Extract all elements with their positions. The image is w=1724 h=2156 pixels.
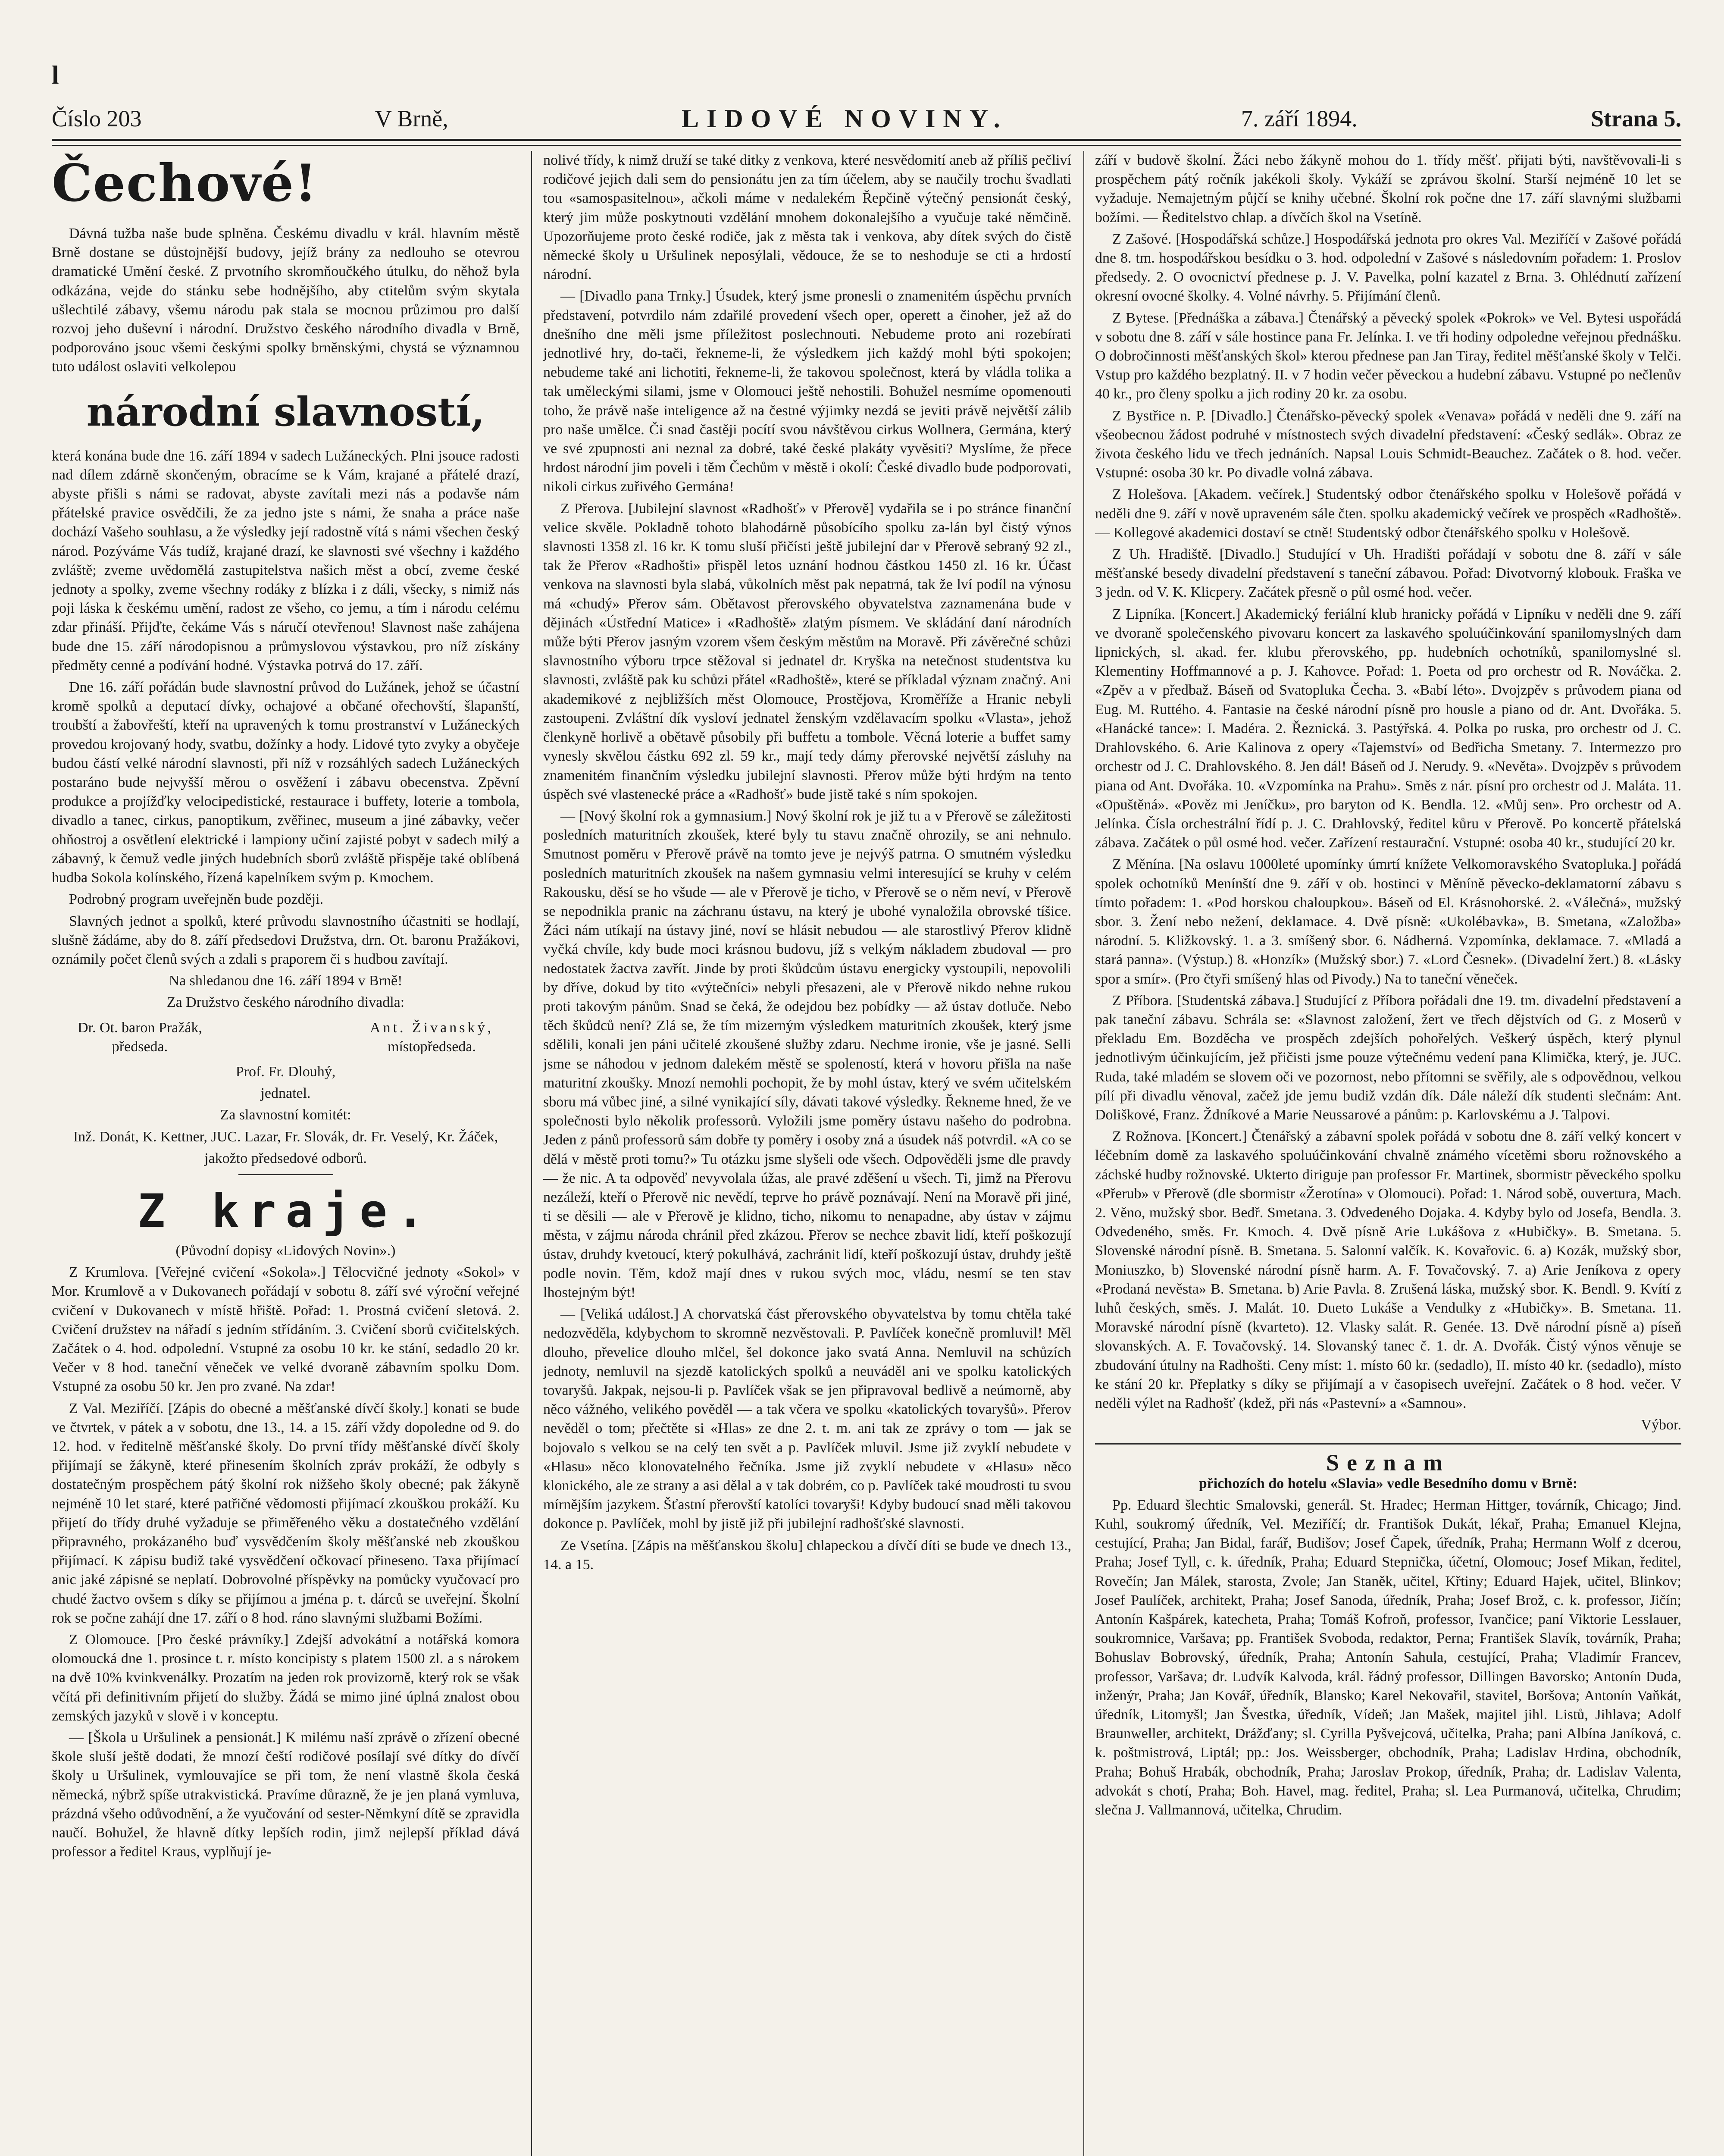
page-mark: l bbox=[52, 61, 59, 89]
committee-note: jakožto předsedové odborů. bbox=[204, 1150, 367, 1166]
signer bbox=[78, 1018, 202, 1056]
news-item: Z Rožnova. [Koncert.] Čtenářský a zábavní spolek pořádá v sobotu dne 8. září velký koncert v léčebním domě za laskavého spoluúčinkování chvalně známého vícetěmi sboru rožnovského a záchské hudby rožnovské. Ukterto diriguje pan professor Fr. Martinek, sbormistr pěveckého spolku «Přerub» v Přerově (dle sbormistr «Žerotína» v Olomouci). Pořad: 1. Národ sobě, ouvertura, Mach. 2. Věno, mužský sbor. Bedř. Smetana. 3. Odvedeného Dojaka. 4. Kdyby bylo od Josefa, Bendla. 3. Odvedeného, směs. Fr. Kmoch. 4. Dvě písně Arie Lukášova z «Hubičky». B. Smetana. 5. Slovenské národní písně. B. Smetana. 5. Salonní valčík. K. Kovařovic. 6. a) Kozák, mužský sbor, Moniuszko, b) Slovenské národní písně harm. A. F. Tovačovský. 7. a) Arie Jeníkova z opery «Prodaná nevěsta» B. Smetana. b) Arie Pavla. 8. Zrušená láska, mužský sbor. K. Bendl. 9. Kvítí z luhů českých, směs. J. Malát. 10. Dueto Lukáše a Vendulky z «Hubičky». B. Smetana. 11. Moravské národní písně (kvarteto). 12. Vlasky salát. R. Genée. 13. Dvě národní písně a) píseň slovanských. A. F. Tovačovský. 14. Slovanský tanec č. 1. dr. A. Dvořák. Čistý výnos věnuje se zbudování útulny na Radhošti. Ceny míst: 1. místo 60 kr. (sedadlo), II. místo 40 kr. (sedadlo), místo ke stání 20 kr. Přeplatky s díky se přijímají a v časopisech uveřejní. Začátek o 8 hod. večer. V neděli výlet na Radhošť (kdež, při nás «Pastevní» a «Samnou». bbox=[1095, 1128, 1681, 1411]
news-item: Z Zašové. [Hospodářská schůze.] Hospodářská jednota pro okres Val. Meziříčí v Zašové pořádá dne 8. tm. hospodářskou besídku o 3. hod. odpolední v Zašové s následovním pořadem: 1. Proslov předsedy. 2. O ovocnictví přednese p. J. V. Pavelka, polní kazatel z Brna. 3. Ohlédnutí zařízení okresní ovocné školky. 4. Volné návrhy. 5. Přijímání členů. bbox=[1095, 231, 1681, 304]
issue-number: Číslo 203 bbox=[52, 106, 142, 132]
signer bbox=[370, 1018, 494, 1056]
guest-list-subtitle: přichozích do hotelu «Slavia» vedle Besedního domu v Brně: bbox=[1198, 1475, 1578, 1492]
news-item: — [Veliká událost.] A chorvatská část přerovského obyvatelstva by tomu chtěla také nedozvěděla, kdybychom to skromně nezvěstovali. P. Pavlíček konečně promluvil! Měl dlouho, převelice dlouho mlčel, šel dokonce jako svatá Anna. Nemluvil na schůzích jednoty, nemluvil na sjezdě katolických spolků a neuváděl ani ve spolku katolických tovaryšů. Jakpak, nejsou-li p. Pavlíček však se jen připravoval bedlivě a neúmorně, aby něco vážného, velikého pověděl — a tak včera ve spolku «katolických tovaryšů». Přerov nevěděl o tom; přečtěte si «Hlas» ze dne 2. t. m. ani tak ze zprávy o tom — jak se bojovalo s velkou se na celý ten svět a p. Pavlíček mluvil. Jsme již zvyklí nebudete v «Hlasu» něco klonovatelného řečníka. Jsme již zvyklí nebudete v «Hlasu» něco klonického, ale ze strany a asi dělal a v tak dobrém, co p. Pavlíček také moudrosti tu svou mírnějším jazykem. Šťastní přerovští katolíci tovaryši! Kdyby budoucí snad měli takovou dokonce p. Pavlíček, mohl by jistě již při jubilejní radhošťské slavnosti. bbox=[543, 1306, 1071, 1532]
column-2 bbox=[543, 151, 1071, 2156]
news-item: Z Val. Meziříčí. [Zápis do obecné a měšťanské dívčí školy.] konati se bude ve čtvrtek, v pátek a v sobotu, dne 13., 14. a 15. září vždy dopoledne od 9. do 12. hod. v ředitelně měšťanské školy. Do první třídy měšťanské dívčí školy přijímají se žákyně, které přinesením školních zpráv prokáží, že odbyly s dostatečným prospěchem pátý školní rok nižšeho školy obecné; pak žákyně nejméně 10 let staré, které patřičné vědomosti přijímací zkouškou prokáží. Ku přijetí do třídy druhé vyžaduje se přiměřeného věku a dostatečného vzdělání připravného, prokázaného buď vysvědčením školy měšťanské neb zkouškou přijímací. K zápisu budiž také vysvědčení očkovací přineseno. Taxa přijímací anic jaké zápisné se neplatí. Dobrovolné příspěvky na pomůcky vyučovací pro chudé žactvo ovšem s díky se přijímou a jména p. t. dárců se uveřejní. Školní rok se počne zahájí dne 17. září o 8 hod. ráno slavnými službami Božími. bbox=[52, 1400, 519, 1626]
newspaper-title: LIDOVÉ NOVINY. bbox=[682, 104, 1008, 133]
signer-role: místopředseda. bbox=[388, 1038, 476, 1055]
page-number: Strana 5. bbox=[1590, 106, 1681, 132]
guest-list-title: Seznam bbox=[1326, 1450, 1450, 1476]
place: V Brně, bbox=[375, 106, 448, 132]
section-rule bbox=[238, 1174, 333, 1175]
news-item: Z Bystřice n. P. [Divadlo.] Čtenářsko-pěvecký spolek «Venava» pořádá v neděli dne 9. září na všeobecnou žádost podruhé v místnostech svých divadelní představení: «Český sedlák». Obraz ze života českého lidu ve třech jednáních. Napsal Louis Schmidt-Beauchez. Začátek o 8. hod. večer. Vstupné: osoba 30 kr. Po divadle volná zábava. bbox=[1095, 407, 1681, 481]
news-item: Z Krumlova. [Veřejné cvičení «Sokola».] Tělocvičné jednoty «Sokol» v Mor. Krumlově a v Dukovanech pořádají v sobotu 8. září své výroční veřejné cvičení v Dukovanech v místě hřiště. Pořad: 1. Prostná cvičení sletová. 2. Cvičení družstev na nářadí s jedním střídáním. 3. Cvičení sborů cvičitelských. Začátek o 4. hod. odpolední. Vstupné za osobu 10 kr. ke stání, sedadlo 20 kr. Večer v 8 hod. taneční věneček ve velké dvoraně zábavním spolku Dom. Vstupné za osobu 50 kr. Jen pro zvané. Na zdar! bbox=[52, 1264, 519, 1395]
news-item: Z Olomouce. [Pro české právníky.] Zdejší advokátní a notářská komora olomoucká dne 1. prosince t. r. místo koncipisty s platem 1500 zl. a s nárokem na dvě 10% kvinkvenálky. Prozatím na jeden rok provizorně, který rok se však včítá při definitivním přijetí do služby. Žádá se mimo jiné úplná znalost obou zemských jazyků v slově i v konceptu. bbox=[52, 1632, 519, 1724]
news-item: Z Bytese. [Přednáška a zábava.] Čtenářský a pěvecký spolek «Pokrok» ve Vel. Bytesi uspořádá v sobotu dne 8. září v sále hostince pana Fr. Jelínka. I. ve tři hodiny odpoledne veřejnou přednášku. O dobročinnosti měšťanských škol» kterou přednese pan Jan Tiray, ředitel měšťanské školy v Telči. Vstup pro každého bezplatný. II. v 7 hodin večer pěveckou a hudební zábavu. Vstupné po nečlenův 40 kr., pro členy spolku a jich rodiny 20 kr. za osobu. bbox=[1095, 310, 1681, 402]
news-item: — [Škola u Uršulinek a pensionát.] K milému naší zprávě o zřízení obecné škole sluší ještě dodati, že mnozí čeští rodičové posílají své dítky do dívčí školy u Uršulinek, vymlouvajíce se při tom, že není vlastně škola česká německá, nýbrž spíše utrakvistická. Pravíme důrazně, že je jen planá vymluva, prázdná všeho odůvodnění, a že vyučování od sester-Němkyní dítě se zpravidla naučí. Bohužel, že hlavně dítky lepších rodin, jimž nejlepší příklad dává professor a ředitel Kraus, vyplňují je- bbox=[52, 1730, 519, 1860]
news-item: Z Lipníka. [Koncert.] Akademický feriální klub hranicky pořádá v Lipníku v neděli dne 9. září ve dvoraně společenského pivovaru koncert za laskavého spoluúčinkování spanilomyslných dam lipnických, sl. akad. fer. klubu přerovského, pp. hudebních ochotníků, spanilomyslné sl. Klementiny Hoffmannové a p. J. Kahovce. Pořad: 1. Poeta od pro orchestr od R. Nováčka. 2. «Zpěv a v předbaž. Báseň od Svatopluka Čecha. 3. «Babí léto». Dvojzpěv s průvodem piana od Eug. M. Ruttého. 4. Fantasie na české národní písně pro housle a piano od dr. Ant. Dvořáka. 5. «Hanácké tance»: I. Madéra. 2. Řeznická. 3. Pastýřská. 4. Polka po ruska, pro orchestr od J. C. Drahlovského. 6. Arie Kalinova z opery «Tajemství» od Bedřicha Smetany. 7. Intermezzo pro orchestr od J. C. Drahlovského. 8. Jen dál! Báseň od J. Nerudy. 9. «Nevěta». Dvojzpěv s průvodem piana od Ant. Dvořáka. 10. «Vzpomínka na Prahu». Směs z nár. písní pro orchestr od J. Maláta. 11. «Opuštěná». «Pověz mi Jeníčku», pro baryton od K. Bendla. 12. «Můj sen». Pro orchestr od A. Jelínka. Čísla orchestrální řídí p. J. C. Drahlovský, ředitel kůru v Přerově. Po koncertě přátelská zábava. Začátek o půl osmé hod. večer. Zařízení restaurační. Vstupné: osoba 40 kr., studující 20 kr. bbox=[1095, 606, 1681, 851]
farewell: Na shledanou dne 16. září 1894 v Brně! bbox=[169, 973, 403, 989]
masthead bbox=[52, 101, 1681, 136]
signer-name: Dr. Ot. baron Pražák, bbox=[78, 1019, 202, 1036]
committee-title: Za slavnostní komitét: bbox=[220, 1107, 351, 1123]
signers bbox=[52, 1018, 519, 1056]
guest-list: Pp. Eduard šlechtic Smalovski, generál. St. Hradec; Herman Hittger, továrník, Chicago; Jind. Kuhl, soukromý úředník, Vel. Meziříčí; dr. Františok Dukát, lékař, Praha; Emanuel Klejna, cestující, Praha; Jan Bidal, farář, Budišov; Josef Čapek, úředník, Praha; Hermann Wolf z dcerou, Praha; Josef Tyll, c. k. úředník, Praha; Eduard Stepnička, účetní, Olomouc; Josef Mikan, ředitel, Rovečín; Jan Málek, starosta, Zvole; Jan Staněk, učitel, Křtiny; Eduard Hajek, učitel, Blinkov; Josef Paulíček, architekt, Praha; Josef Sanoda, úředník, Praha; Josef Brož, c. k. professor, Jičín; Antonín Kašpárek, katecheta, Praha; Tomáš Kofroň, professor, Ivančice; paní Viktorie Lesslauer, soukromnice, Varšava; pp. František Svoboda, redaktor, Perna; František Slavík, továrník, Praha; Bohuslav Bobrovský, úředník, Praha; Antonín Sahula, cestující, Praha; Vladimír Francev, professor, Varšava; dr. Ludvík Kalvoda, král. řádný professor, Dillingen Bavorsko; Antonín Duda, inženýr, Praha; Jan Kovář, úředník, Blansko; Karel Nekovařil, stavitel, Boršova; Antonín Vaňkát, úředník, Litomyšl; Jan Švestka, úředník, Vídeň; Jan Mašek, majitel jihl. Listů, Jihlava; Adolf Braunweller, architekt, Drážďany; sl. Cyrilla Pyšvejcová, učitelka, Praha; pani Albína Janíková, c. k. poštmistrová, Liptál; pp.: Jos. Weissberger, obchodník, Praha; Ladislav Hrdina, obchodník, Praha; Bohuš Hrabák, obchodník, Praha; Jaroslav Prokop, úředník, Praha; dr. Ladislav Valenta, advokát s chotí, Praha; Boh. Havel, mag. ředitel, Praha; sl. Lea Purmanová, učitelka, Chrudim; slečna J. Vallmannová, učitelka, Chrudim. bbox=[1095, 1497, 1681, 1818]
article-paragraph: Slavných jednot a spolků, které průvodu slavnostního účastniti se hodlají, slušně žádáme, aby do 8. září předsedovi Družstva, drn. Ot. baronu Pražákovi, oznámily počet členů svých a zdali s praporem či s hudbou zavítají. bbox=[52, 913, 519, 967]
signer-name: Ant. Živanský, bbox=[369, 1019, 494, 1036]
news-item: Z Měnína. [Na oslavu 1000leté upomínky úmrtí knížete Velkomoravského Svatopluka.] pořádá spolek ochotníků Menínští dne 9. září v ob. hostinci v Měníně pěvecko-deklamatorní zábavu s tímto pořadem: 1. «Pod horskou chaloupkou». Báseň od El. Krásnohorské. 2. «Válečná», mužský sbor. 3. Žení nebo nežení, deklamace. 4. Dvě písně: «Ukolébavka», B. Smetana, «Založba» národní. 5. Kližkovský. 1. a 3. smíšený sbor. 6. Nádherná. Vzpomínka, deklamace. 7. «Mladá a stará panna». (Výstup.) 8. «Honzík» (Mužský sbor.) 7. «Lord Česnek». (Divadelní žert.) 8. «Lásky spor a smír». (Pro čtyři smíšený hlas od Pivody.) Na to taneční věneček. bbox=[1095, 856, 1681, 987]
news-item: nolivé třídy, k nimž druží se také ditky z venkova, které nesvědomití aneb až příliš pečliví rodičové jejich dali sem do pensionátu jen za tím účelem, aby se naučily trochu švadlati tou «samospasitelnou», ačkoli máme v nedalekém Řepčině výtečný pensionát český, který jim může poskytnouti vzdělání mnohem dokonalejšího a vyučuje také němčině. Upozorňujeme proto české rodiče, jak z města tak i venkova, aby dítek svých do čistě německé školy u Uršulinek neposýlali, vědouce, že se to neshoduje se cti a hrdostí národní. bbox=[543, 152, 1071, 283]
column-3 bbox=[1095, 151, 1681, 2156]
header-rule bbox=[52, 139, 1681, 141]
news-item: — [Nový školní rok a gymnasium.] Nový školní rok je již tu a v Přerově se záležitosti posledních maturitních zkoušek, které byly tu stavu značně ohrozily, se ani nehnulo. Smutnost poměru v Přerově právě na tomto jeve je nejvýš patrna. O smutném výsledku posledních maturitních zkoušek na našem gymnasiu velmi interesující se kruhy v celém Rakousku, děsí se ho všude — ale v Přerově je ticho, v Přerově se o něm neví, v Přerově se nepodnikla pranic na záchranu ústavu, na který je ubohé vynaložila obrovské tíšice. Žáci nám utíkají na ústavy jiné, noví se hlásit nebudou — ale starostlivý Přerov klidně vyčká chvíle, kdy bude moci krásnou budovu, jíž s velkým nákladem zbudoval — pro nedostatek žactva zavřít. Jinde by proti škůdcům ústavu energicky vystoupili, nepovolili by dříve, dokud by tito «výtečníci» nebyli přesazeni, ale v Přerově nikdo nehne rukou proti takovým pánům. Snad se čeká, že odejdou bez pobídky — až ústav dotluče. Nebo těch škůdců není? Zlá se, že tím mizerným výsledkem maturitních zkoušek, který jsme sdělili, konali jen páni učitelé zkoušené služby zdaru. Nechme ironie, vše je jasné. Selli jsme se náhodou v jednom dalekém městě se spoleností, která v hovoru přišla na naše maturitní zkoušky. Mnozí nemohli pochopit, že by mohl ústav, který ve svém učitelském sboru má vůbec jiné, a silné vynikající síly, dávati takové výsledky. Řekneme hned, že ve společnosti bylo několik professorů. Vyložili jsme poměry ústavu našeho do podrobna. Jeden z pánů professorů sám dobře ty poměry i osoby zná a úsudek náš potvrdil. «A co se dělá v městě proti tomu?» Tu otázku jsme slyšeli ode všech. Odpověděli jsme dle pravdy — že nic. A ta odpověď nevyvolala úžas, ale pravé zděšení u všech. Ti, jimž na Přerovu nezáleží, kteří o Přerově nic nevědí, teprve ho právě poznávají. Není na Moravě při jiné, ti se děsili — ale v Přerově je klidno, ticho, nikomu to nenapadne, aby ústav v zájmu města, v zájmu národa chránil před zkázou. Přerov se nechce zbavit lidí, kteří poškozují ústav, druhdy kvetoucí, který pokulhává, zachránit lidí, kteří poškozují ústav, druhdy ještě podle novin. Těm, kdož mají dnes v rukou svých moc, vládu, nesmí se ten stav lhostejným být! bbox=[543, 808, 1071, 1300]
article-paragraph: Dne 16. září pořádán bude slavnostní průvod do Lužánek, jehož se účastní kromě spolků a deputací dívky, ochajové a občané ořechovští, šlapanští, troubští a žabovřeští, kteří na upravených k tomu prostranství v Lužáneckých provedou krojovaný hody, svatbu, dožínky a hody. Lidové tyto zvyky a obyčeje budou částí velké národní slavnosti, při níž v rozsáhlých sadech Lužáneckých postaráno bude nejvyšší měrou o osvěžení i zábavu obecenstva. Zpěvní produkce a projížďky velocipedistické, restaurace i buffety, loterie a tombola, divadlo a tanec, cirkus, panoptikum, zvěřinec, museum a jiné zábavky, večer ohňostroj a osvětlení elektrické i lampiony učiní zajisté pobyt v sadech milý a zábavný, k čemuž vedle jiných hudebních sborů zvláště přispěje také oblíbená hudba Sokola kolínského, řízená kapelníkem svým p. Kmochem. bbox=[52, 679, 519, 886]
section-subtitle: (Původní dopisy «Lidových Novin».) bbox=[175, 1242, 396, 1259]
signer-role: jednatel. bbox=[260, 1085, 311, 1102]
committee-names: Inž. Donát, K. Kettner, JUC. Lazar, Fr. Slovák, dr. Fr. Veselý, Kr. Žáček, bbox=[73, 1128, 498, 1145]
news-item: Z Uh. Hradiště. [Divadlo.] Studující v Uh. Hradišti pořádají v sobotu dne 8. září v sále měšťanské besedy divadelní představení s taneční zábavou. Pořad: Divotvorný klobouk. Fraška ve 3 jedn. od V. K. Klicpery. Začátek přesně o půl osmé hod. večer. bbox=[1095, 546, 1681, 601]
byline: Výbor. bbox=[1641, 1417, 1681, 1433]
column-divider bbox=[1083, 151, 1084, 2156]
news-item: září v budově školní. Žáci nebo žákyně mohou do 1. třídy měšť. přijati býti, navštěvovali-li s prospěchem pátý ročník jakékoli školy. Vykáží se zprávou školní. Starší nejméně 10 let se vyžaduje. Nemajetným půjčí se knihy učebné. Školní rok počne dne 17. září slavnými službami božími. — Ředitelstvo chlap. a dívčích škol na Vsetíně. bbox=[1095, 152, 1681, 226]
article-paragraph: Podrobný program uveřejněn bude později. bbox=[69, 891, 324, 908]
news-item: Ze Vsetína. [Zápis na měšťanskou školu] chlapeckou a dívčí díti se bude ve dnech 13., 14. a 15. bbox=[543, 1537, 1071, 1573]
date: 7. září 1894. bbox=[1241, 106, 1358, 132]
news-item: — [Divadlo pana Trnky.] Úsudek, který jsme pronesli o znamenitém úspěchu prvních představení, potvrdilo nám zdařilé provedení všech oper, operett a činoher, jež až do dnešního dne měli jsme příležitost poslechnouti. Nebudeme proto ani rozebírati jednotlivé hry, do-tači, řekneme-li, že výsledkem jich každý mohl býti spokojen; nebudeme také ani lichotiti, řekneme-li, že takovou společnost, která by vládla tolika a tak uměleckými silami, jsme v Olomouci ještě nehostili. Bohužel nesmíme opomenouti toho, že právě naše inteligence až na čestné výjimky nezdá se jeviti právě největší zálib pro naše umělce. Či snad častěji pocítí svou návštěvou cirkus Wollnera, Germána, který ve své zpupnosti ani neznal za dobré, také české plakáty vyvěsiti? Myslíme, že přece hrdost národní jim poveli i těm Čechům v městě i okolí: České divadlo bude podporovati, nikoli cirkus zuřivého Germána! bbox=[543, 288, 1071, 495]
article-paragraph: Dávná tužba naše bude splněna. Českému divadlu v král. hlavním městě Brně dostane se důstojnější budovy, jejíž brány za nedlouho se otevrou dramatické Umění české. Z prvotního skromňoučkého útulku, do něhož byla odkázána, vejde do stánku sebe hodnějšího, aby ctitelům svým skytala ušlechtilé zábavy, všemu národu pak stala se mocnou průzimou pro další rozvoj jeho duševní i národní. Družstvo českého národního divadla v Brně, podporováno jsouc všemi českými spolky brněnskými, chystá se významnou tuto událost oslaviti velkolepou bbox=[52, 226, 519, 375]
committee-title: Za Družstvo českého národního divadla: bbox=[166, 994, 405, 1011]
news-item: Z Holešova. [Akadem. večírek.] Studentský odbor čtenářského spolku v Holešově pořádá v neděli dne 9. září v nově upraveném sále čten. spolku akademický večírek ve prospěch «Radhoště». — Kollegové akademici dostaví se ctně! Studentský odbor čtenářského spolku v Holešově. bbox=[1095, 486, 1681, 541]
columns bbox=[52, 151, 1681, 2156]
header-rule-thin bbox=[52, 145, 1681, 146]
column-1 bbox=[52, 151, 519, 2156]
section-rule bbox=[1095, 1443, 1681, 1445]
subheadline: národní slavností, bbox=[86, 388, 485, 435]
news-item: Z Příbora. [Studentská zábava.] Studující z Příbora pořádali dne 19. tm. divadelní představení a pak taneční zábavu. Schrála se: «Slavnost založení, žert ve třech dějstvích od G. z Moserů v překladu Em. Bozděcha ve prospěch zdejších pohořelých. Veškerý úspěch, který plynul jednotlivým účinkujícím, jež přičisti jsme pouze výtečnému vedení pana Klimička, který, je. JUC. Ruda, také mladém se slovem oči ve pozornost, nebo přítomni se svěřily, ale s odpovědnou, velkou pílí při divadlu věnoval, začež jde jemu budiž vzdán dík. Dále náleží dík studenti slečnám: Ant. Doliškové, Franz. Ždníkové a Marie Neussarové a pánům: p. Karlovskému a J. Talpovi. bbox=[1095, 992, 1681, 1123]
signer-role: předseda. bbox=[112, 1038, 168, 1055]
section-title: Z kraje. bbox=[138, 1184, 434, 1238]
article-paragraph: která konána bude dne 16. září 1894 v sadech Lužáneckých. Plni jsouce radosti nad dílem zdárně skončeným, obracíme se k Vám, krajané a přátelé drazí, abyste přišli s námi se radovat, abyste zavítali mezi nás a podavše nám přátelské pravice osvědčili, že za jedno jste s námi, že snaha a práce naše dochází Vašeho souhlasu, a že výsledky její radostně vítá s námi všechen český národ. Pozýváme Vás tudíž, krajané drazí, ke slavnosti své všechny i každého zvláště; zveme uvědomělá zastupitelstva našich měst a obcí, zveme české jednoty a spolky, zveme všechny rodáky z blízka i z dáli, všecky, s nimiž nás poji láska k českému umění, radost ze všeho, co jemu, a tím i národu celému zdar přináší. Přijďte, čekáme Vás s náručí otevřenou! Slavnost naše zahájena bude dne 15. září národopisnou a průmyslovou výstavkou, pro níž získány předměty cenné a podívání hodné. Výstavka potrvá do 17. září. bbox=[52, 448, 519, 674]
signer-name: Prof. Fr. Dlouhý, bbox=[235, 1063, 336, 1080]
column-divider bbox=[531, 151, 532, 2156]
headline: Čechové! bbox=[52, 153, 318, 213]
news-item: Z Přerova. [Jubilejní slavnost «Radhošť» v Přerově] vydařila se i po stránce finanční velice skvěle. Pokladně tohoto blahodárně působícího spolku za-lán byl čistý výnos slavnosti 1358 zl. 16 kr. K tomu sluší přičísti ještě jubilejní dar v Přerově sebraný 92 zl., tak že Přerov «Radhošti» přispěl letos uznání hodnou částkou 1450 zl. 16 kr. Účast venkova na slavnosti byla slabá, vůkolních měst pak nepatrná, tak že lví podíl na výnosu má «chudý» Přerov sám. Obětavost přerovského obyvatelstva zaznamenána bude v dějinách «Ústřední Matice» i «Radhoště» zlatým písmem. Ve skládání daní národních může býti Přerov jasným vzorem všem českým městům na Moravě. Při závěrečné schůzi slavnostního výboru trpce stěžoval si jednatel dr. Kryška na netečnost studentstva ku slavnosti, zvláště pak ku schůzi přátel «Radhoště», které se příkladal význam značný. Ani akademikové z nejbližších měst Olomouce, Prostějova, Kroměříže a Hranic nebyli zastoupeni. Zvláštní dík vysloví jednatel ženským vzdělavacím spolku «Vlasta», jehož členkyně horlivě a obětavě působily při buffetu a tombole. Věcná loterie a buffet samy vynesly skvělou částku 692 zl. 59 kr., mají tedy dámy přerovské největší zásluhy na znamenitém finančním výsledku jubilejní slavnosti. Přerov může býti hrdým na tento úspěch své vlastenecké práce a «Radhošť» bude jistě také s ním spokojen. bbox=[543, 500, 1071, 802]
